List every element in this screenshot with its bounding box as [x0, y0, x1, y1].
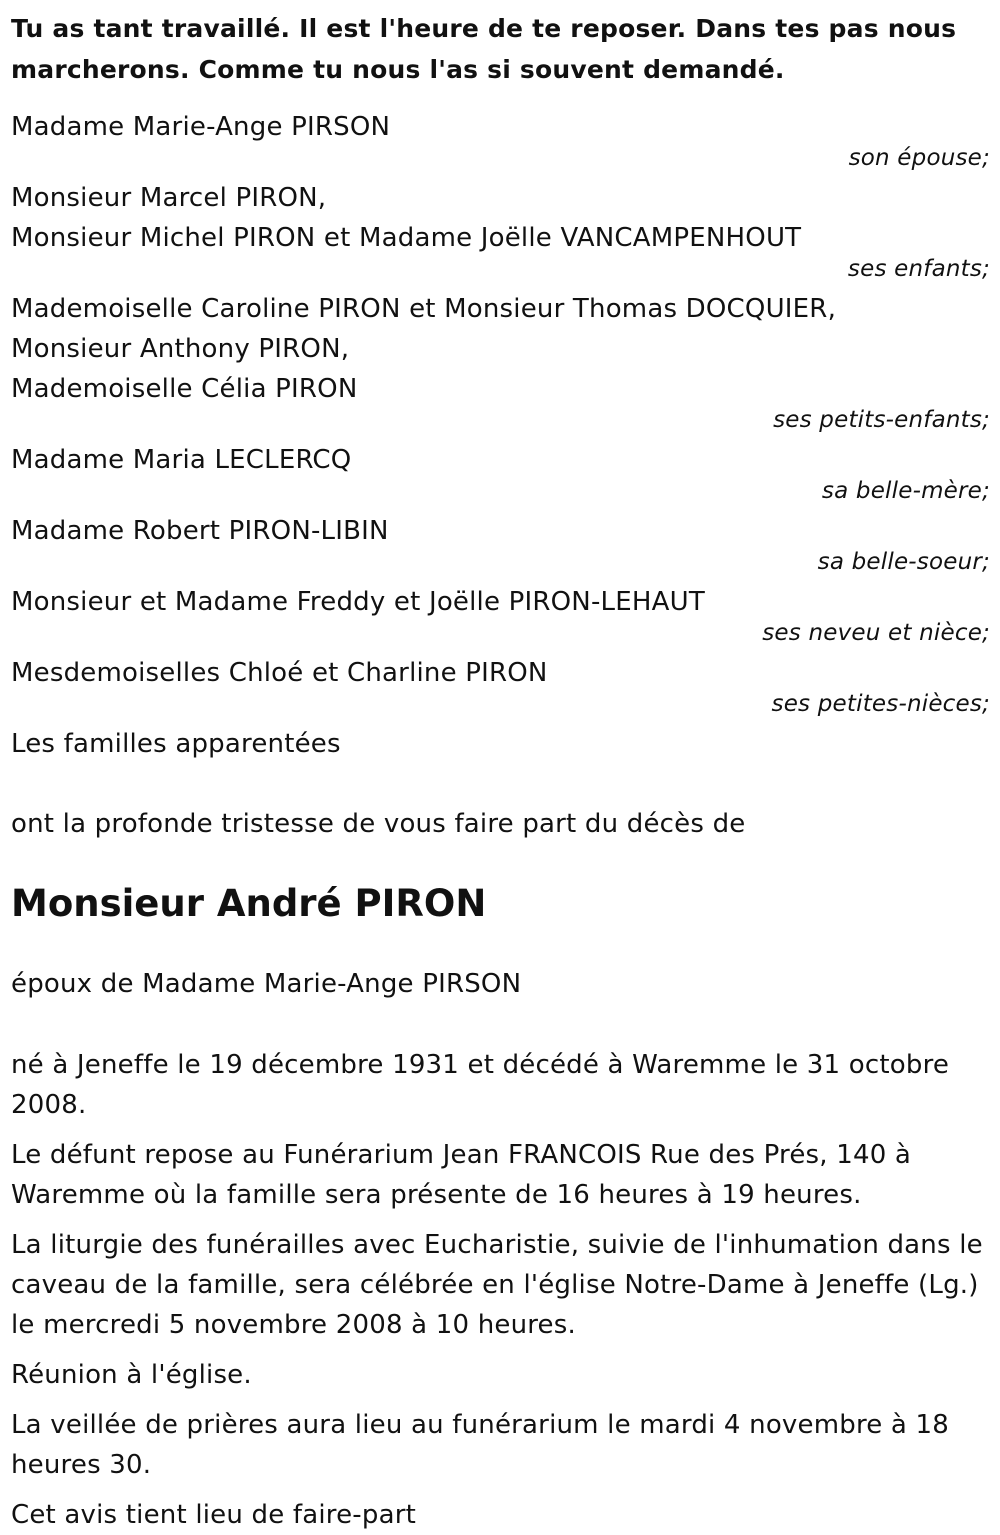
family-group	[11, 511, 990, 574]
family-group	[11, 653, 990, 716]
family-name: Madame Maria LECLERCQ	[11, 445, 352, 475]
family-name: Monsieur Michel PIRON et Madame Joëlle VANCAMPENHOUT	[11, 223, 802, 253]
family-group	[11, 582, 990, 645]
family-name: Monsieur Anthony PIRON,	[11, 334, 350, 364]
deceased-name: Monsieur André PIRON	[11, 882, 487, 925]
family-name: Mademoiselle Caroline PIRON et Monsieur Thomas DOCQUIER,	[11, 294, 837, 324]
family-group	[11, 178, 990, 281]
family-name: Les familles apparentées	[11, 729, 341, 759]
family-name: Mesdemoiselles Chloé et Charline PIRON	[11, 658, 548, 688]
family-group	[11, 107, 990, 170]
vigil-paragraph: La veillée de prières aura lieu au funérarium le mardi 4 novembre à 18 heures 30.	[11, 1410, 950, 1480]
reunion-paragraph: Réunion à l'église.	[11, 1360, 252, 1390]
family-name: Monsieur Marcel PIRON,	[11, 183, 327, 213]
family-name: Mademoiselle Célia PIRON	[11, 374, 358, 404]
family-relation: ses petits-enfants;	[773, 407, 990, 433]
family-relation: ses petites-nièces;	[771, 691, 990, 717]
closing-paragraph: Cet avis tient lieu de faire-part	[11, 1500, 416, 1530]
family-group	[11, 289, 990, 432]
liturgy-paragraph: La liturgie des funérailles avec Eucharistie, suivie de l'inhumation dans le caveau de la famille, sera célébrée en l'église Notre-Dame à Jeneffe (Lg.) le mercredi 5 novembre 2008 à 10 heures.	[11, 1230, 983, 1340]
family-name: Monsieur et Madame Freddy et Joëlle PIRON-LEHAUT	[11, 587, 705, 617]
family-list	[11, 107, 990, 764]
family-relation: sa belle-mère;	[821, 478, 990, 504]
family-relation: ses enfants;	[847, 256, 990, 282]
spouse-line: époux de Madame Marie-Ange PIRSON	[11, 969, 522, 999]
family-group	[11, 440, 990, 503]
details-section	[11, 1045, 990, 1535]
intro-quote: Tu as tant travaillé. Il est l'heure de te reposer. Dans tes pas nous marcherons. Comme tu nous l'as si souvent demandé.	[11, 14, 957, 84]
family-group	[11, 724, 990, 764]
family-relation: ses neveu et nièce;	[762, 620, 990, 646]
funerarium-paragraph: Le défunt repose au Funérarium Jean FRANCOIS Rue des Prés, 140 à Waremme où la famille sera présente de 16 heures à 19 heures.	[11, 1140, 912, 1210]
family-relation: son épouse;	[848, 145, 990, 171]
birth-death-paragraph: né à Jeneffe le 19 décembre 1931 et décédé à Waremme le 31 octobre 2008.	[11, 1050, 950, 1120]
family-name: Madame Robert PIRON-LIBIN	[11, 516, 389, 546]
family-relation: sa belle-soeur;	[817, 549, 990, 575]
announcement-text: ont la profonde tristesse de vous faire part du décès de	[11, 809, 746, 839]
family-name: Madame Marie-Ange PIRSON	[11, 112, 391, 142]
